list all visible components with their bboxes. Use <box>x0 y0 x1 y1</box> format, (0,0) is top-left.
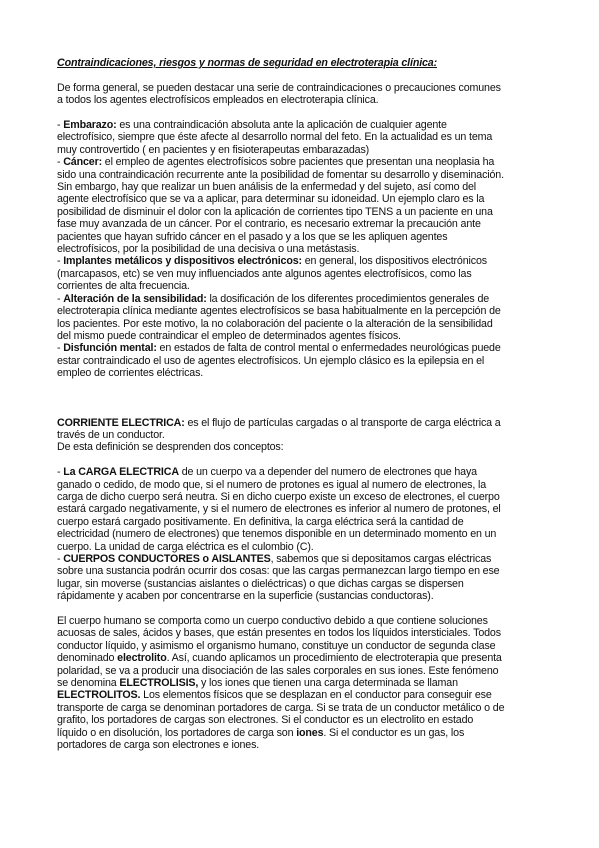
text-line: acuosas de sales, ácidos y bases, que están presentes en todos los líquidos intersticiales. Todos <box>57 627 501 640</box>
document-title: Contraindicaciones, riesgos y normas de seguridad en electroterapia clínica: <box>57 57 438 69</box>
text-line: del mismo puede contraindicar el empleo de determinados agentes físicos. <box>57 329 401 342</box>
item-label: Alteración de la sensibilidad: <box>63 292 207 305</box>
intro-paragraph <box>57 82 545 107</box>
text-line: electroterapia clínica mediante agentes electrofísicos se basa habitualmente en la percepción de <box>57 305 501 318</box>
text-line: De esta definición se desprenden dos conceptos: <box>57 441 284 454</box>
text-line: los pacientes. Por este motivo, la no colaboración del paciente o la alteración de la sensibilidad <box>57 317 493 330</box>
text-line: fase muy avanzada de un cáncer. Por el contrario, es necesario extremar la precaución ante <box>57 218 481 231</box>
text-line: transporte de carga se denominan portadores de carga. Si se trata de un conductor metálico o de <box>57 701 505 714</box>
text-line: - Implantes metálicos y dispositivos electrónicos: en general, los dispositivos electrónicos <box>57 255 487 268</box>
text-line: - La CARGA ELECTRICA de un cuerpo va a depender del numero de electrones que haya <box>57 466 477 479</box>
text-line: agente electrofísico que se va a aplicar, para determinar su idoneidad. Un ejemplo claro es la <box>57 193 485 206</box>
text-line: estará cargado negativamente, y si el numero de electrones es inferior al numero de protones, el <box>57 503 501 516</box>
item-mental <box>57 342 545 379</box>
corriente-paragraph <box>57 417 545 454</box>
item-label: Cáncer: <box>63 156 102 169</box>
text-line: carga de dicho cuerpo será neutra. Si en dicho cuerpo existe un exceso de electrones, el cuerpo <box>57 490 500 503</box>
term-electrolisis: ELECTROLISIS, <box>119 677 199 690</box>
text-line: - Disfunción mental: en estados de falta de control mental o enfermedades neurológicas puede <box>57 342 501 355</box>
text-line: se denomina ELECTROLISIS, y los iones que tienen una carga determinada se llaman <box>57 677 458 690</box>
text-line: líquido o en disolución, los portadores de carga son iones. Si el conductor es un gas, los <box>57 726 465 739</box>
item-conductores <box>57 553 545 603</box>
text-line: ELECTROLITOS. Los elementos físicos que se desplazan en el conductor para conseguir ese <box>57 689 492 702</box>
text-line: - Embarazo: es una contraindicación absoluta ante la aplicación de cualquier agente <box>57 119 447 131</box>
text-line: ganado o cedido, de modo que, si el numero de protones es igual al numero de electrones, la <box>57 478 486 491</box>
item-cancer <box>57 156 545 255</box>
item-label: CUERPOS CONDUCTORES o AISLANTES <box>63 552 271 565</box>
term-label: CORRIENTE ELECTRICA: <box>57 416 185 429</box>
text-line: través de un conductor. <box>57 428 165 441</box>
text-line: El cuerpo humano se comporta como un cuerpo conductivo debido a que contiene soluciones <box>57 615 488 627</box>
text-line: denominado electrolito. Así, cuando aplicamos un procedimiento de electroterapia que presenta <box>57 652 502 665</box>
text-line: electricidad (numero de electrones) que tenemos disponible en un determinado momento en un <box>57 528 497 541</box>
text-line: muy controvertido ( en pacientes y en fisioterapeutas embarazadas) <box>57 143 370 156</box>
text-line: rápidamente y acaben por concentrarse en la superficie (sustancias conductoras). <box>57 590 434 603</box>
text-line: CORRIENTE ELECTRICA: es el flujo de partículas cargadas o al transporte de carga eléctrica a <box>57 416 501 429</box>
text-line: - CUERPOS CONDUCTORES o AISLANTES, sabemos que si depositamos cargas eléctricas <box>57 552 492 565</box>
text-line: cuerpo. La unidad de carga eléctrica es el culombio (C). <box>57 540 314 553</box>
text-line: electrofísicos, por la posibilidad de una decisiva o una metástasis. <box>57 243 360 256</box>
text-line: grafito, los portadores de cargas son electrones. Si el conductor es un electrolito en estado <box>57 714 474 727</box>
text-line: sobre una sustancia podrán ocurrir dos cosas: que las cargas permanezcan largo tiempo en ese <box>57 565 500 578</box>
item-label: Embarazo: <box>63 119 117 131</box>
text-line: a todos los agentes electrofísicos empleados en electroterapia clínica. <box>57 94 379 107</box>
item-carga <box>57 466 545 553</box>
text-line: Sin embargo, hay que realizar un buen análisis de la enfermedad y del sujeto, así como del <box>57 181 477 194</box>
item-sensibilidad <box>57 293 545 343</box>
item-label: La CARGA ELECTRICA <box>63 466 179 479</box>
text-line: polaridad, se va a producir una disociación de las sales corporales en sus iones. Este fenómeno <box>57 664 499 677</box>
text-line: - Alteración de la sensibilidad: la dosificación de los diferentes procedimientos generales de <box>57 292 490 305</box>
text-line: corrientes de alta frecuencia. <box>57 280 190 293</box>
text-line: cuerpo estará cargado positivamente. En definitiva, la carga eléctrica será la cantidad de <box>57 515 464 528</box>
cuerpo-paragraph <box>57 615 545 751</box>
item-implantes <box>57 255 545 292</box>
document-page <box>57 57 545 751</box>
item-embarazo <box>57 119 545 156</box>
item-label: Implantes metálicos y dispositivos electrónicos: <box>63 255 302 268</box>
text-line: sido una contraindicación recurrente ante la posibilidad de fomentar su desarrollo y diseminación. <box>57 168 504 181</box>
item-label: Disfunción mental: <box>63 342 157 355</box>
text-line: pacientes que hayan sufrido cáncer en el pasado y a los que se les apliquen agentes <box>57 230 448 243</box>
text-line: estar contraindicado el uso de agentes electrofísicos. Un ejemplo clásico es la epilepsia en el <box>57 354 485 367</box>
text-line: - Cáncer: el empleo de agentes electrofísicos sobre pacientes que presentan una neoplasia ha <box>57 156 495 169</box>
text-line: posibilidad de disminuir el dolor con la aplicación de corrientes tipo TENS a un paciente en una <box>57 205 493 218</box>
term-iones: iones <box>296 726 324 739</box>
text-line: lugar, sin moverse (sustancias aislantes o dieléctricas) o que dichas cargas se dispersen <box>57 577 464 590</box>
term-electrolitos: ELECTROLITOS. <box>57 689 141 702</box>
text-line: electrofísico, siempre que éste afecte al desarrollo normal del feto. En la actualidad es un tema <box>57 131 493 144</box>
text-line: De forma general, se pueden destacar una serie de contraindicaciones o precauciones comunes <box>57 81 501 94</box>
text-line: empleo de corrientes eléctricas. <box>57 367 204 380</box>
text-line: (marcapasos, etc) se ven muy influenciados ante algunos agentes electrofísicos, como las <box>57 267 472 280</box>
text-line: conductor líquido, y asimismo el organismo humano, constituye un conductor de segunda clase <box>57 639 496 652</box>
text-line: portadores de carga son electrones e iones. <box>57 739 260 752</box>
term-electrolito: electrolito <box>117 652 167 665</box>
